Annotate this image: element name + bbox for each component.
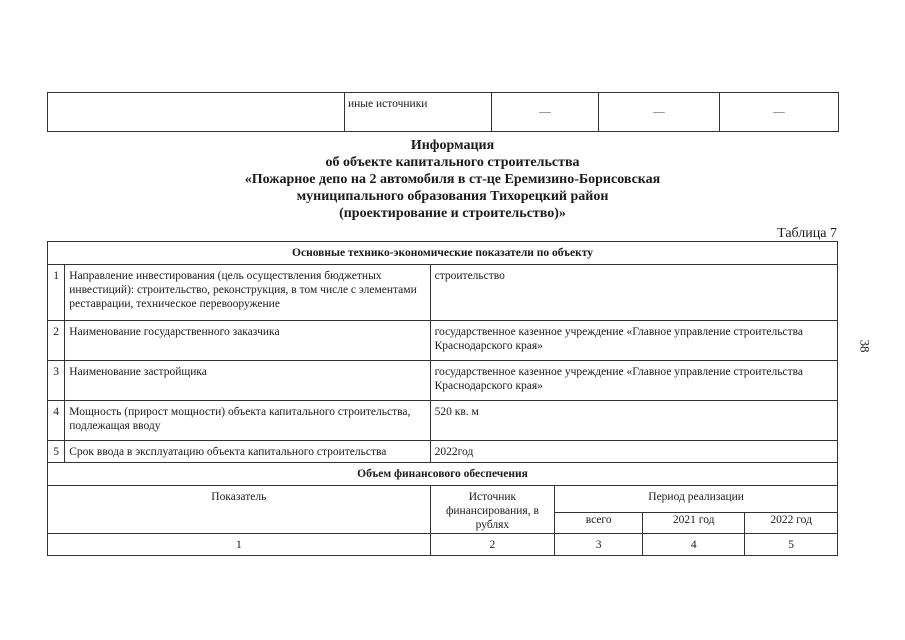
heading-line: об объекте капитального строительства [325,155,580,170]
table-row [48,265,838,321]
table-row [48,321,838,361]
dash-cell: — [492,93,599,132]
header-source: Источник финансирования, в рублях [430,486,555,534]
column-number: 1 [48,534,431,556]
header-total: всего [555,513,643,534]
previous-table-fragment [47,92,839,132]
section-title: Основные технико-экономические показатели по объекту [48,242,838,265]
row-label: Мощность (прирост мощности) объекта капитального строительства, подлежащая вводу [65,401,430,441]
table-row [48,93,839,132]
section-header-row [48,242,838,265]
column-number: 2 [430,534,555,556]
heading-line: Информация [410,138,495,153]
row-label: Направление инвестирования (цель осуществления бюджетных инвестиций): строительство, реконструкция, в том числе с элементами реставрации, техническое перевооружение [65,265,430,321]
row-label: Наименование государственного заказчика [65,321,430,361]
heading-line: «Пожарное депо на 2 автомобиля в ст-це Еремизино-Борисовская [244,172,661,187]
source-label: иные источники [345,93,492,132]
row-number: 4 [48,401,65,441]
header-period: Период реализации [555,486,838,513]
table-label: Таблица 7 [777,226,837,241]
page-number: 38 [857,339,873,353]
object-info-table [47,241,838,556]
row-number: 3 [48,361,65,401]
row-label: Срок ввода в эксплуатацию объекта капитального строительства [65,441,430,463]
column-number-row [48,534,838,556]
document-heading [0,137,905,222]
column-number: 4 [643,534,745,556]
row-value: 2022год [430,441,837,463]
header-2021: 2021 год [643,513,745,534]
column-number: 3 [555,534,643,556]
dash-cell: — [599,93,720,132]
dash-cell: — [720,93,839,132]
heading-line: (проектирование и строительство)» [339,206,566,221]
header-2022: 2022 год [745,513,838,534]
heading-line: муниципального образования Тихорецкий район [296,189,609,204]
row-label: Наименование застройщика [65,361,430,401]
row-value: государственное казенное учреждение «Главное управление строительства Краснодарского края» [430,321,837,361]
row-value: государственное казенное учреждение «Главное управление строительства Краснодарского края» [430,361,837,401]
table-row [48,401,838,441]
table-row [48,361,838,401]
table-row [48,441,838,463]
row-number: 2 [48,321,65,361]
table-header-row [48,486,838,513]
column-number: 5 [745,534,838,556]
row-number: 5 [48,441,65,463]
header-indicator: Показатель [48,486,431,534]
row-value: 520 кв. м [430,401,837,441]
section-title: Объем финансового обеспечения [48,463,838,486]
row-value: строительство [430,265,837,321]
table-cell-empty [48,93,345,132]
row-number: 1 [48,265,65,321]
section-header-row [48,463,838,486]
